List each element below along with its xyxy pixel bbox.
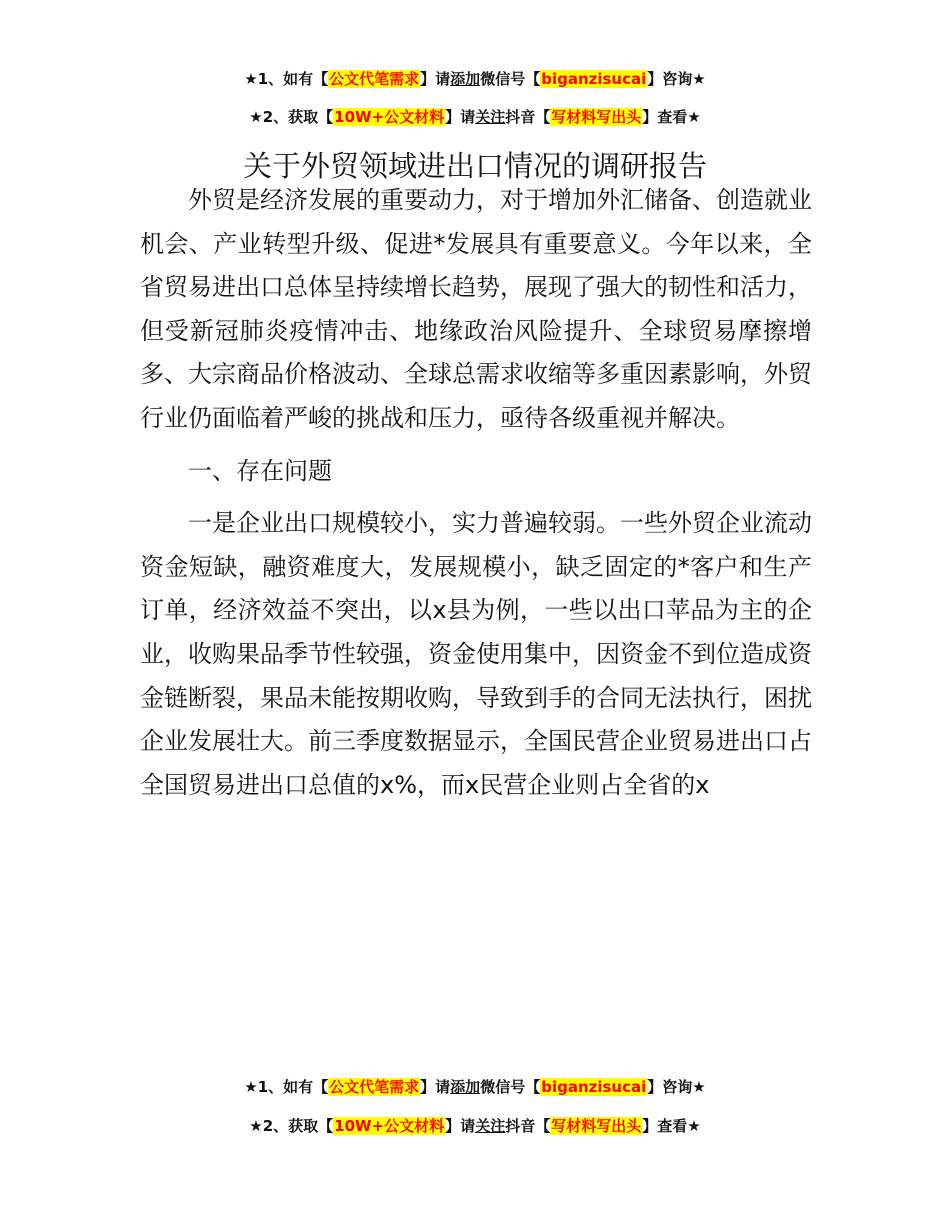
promo-highlight: 10W+公文材料 (334, 1117, 445, 1135)
promo-emphasis: 关注 (475, 108, 506, 126)
promo-text: 】咨询 (647, 1078, 693, 1096)
promo-text: 】请 (420, 70, 451, 88)
intro-paragraph: 外贸是经济发展的重要动力，对于增加外汇储备、创造就业机会、产业转型升级、促进*发展具有重要意义。今年以来，全省贸易进出口总体呈持续增长趋势，展现了强大的韧性和活力，但受新冠肺炎疫情冲击、地缘政治风险提升、全球贸易摩擦增多、大宗商品价格波动、全球总需求收缩等多重因素影响，外贸行业仍面临着严峻的挑战和压力，亟待各级重视并解决。 (140, 186, 812, 432)
wechat-id-highlight: biganzisucai (541, 1078, 647, 1096)
star-icon: ★ (244, 1078, 258, 1096)
document-body (140, 179, 812, 807)
promo-text: 1、如有【 (257, 1078, 329, 1096)
promo-highlight: 公文代笔需求 (329, 70, 420, 88)
promo-header-line-2 (0, 106, 950, 128)
promo-header-line-1 (0, 68, 950, 90)
star-icon: ★ (692, 1078, 706, 1096)
section-heading: 一、存在问题 (188, 456, 332, 485)
promo-text: 】请 (445, 108, 476, 126)
wechat-id-highlight: biganzisucai (541, 70, 647, 88)
star-icon: ★ (687, 1117, 701, 1135)
star-icon: ★ (244, 70, 258, 88)
promo-emphasis: 添加 (450, 1078, 481, 1096)
promo-text: 微信号【 (480, 1078, 541, 1096)
document-title: 关于外贸领域进出口情况的调研报告 (242, 149, 707, 183)
body-paragraph: 一是企业出口规模较小，实力普遍较弱。一些外贸企业流动资金短缺，融资难度大，发展规模小，缺乏固定的*客户和生产订单，经济效益不突出，以x县为例，一些以出口苹品为主的企业，收购果品季节性较强，资金使用集中，因资金不到位造成资金链断裂，果品未能按期收购，导致到手的合同无法执行，困扰企业发展壮大。前三季度数据显示，全国民营企业贸易进出口占全国贸易进出口总值的x%，而x民营企业则占全省的x (140, 509, 812, 799)
star-icon: ★ (692, 70, 706, 88)
promo-text: 】查看 (642, 1117, 688, 1135)
promo-text: 1、如有【 (257, 70, 329, 88)
promo-text: 】请 (420, 1078, 451, 1096)
douyin-id-highlight: 写材料写出头 (551, 108, 642, 126)
promo-text: 】查看 (642, 108, 688, 126)
promo-footer-line-2 (0, 1115, 950, 1137)
promo-highlight: 公文代笔需求 (329, 1078, 420, 1096)
promo-footer-line-1 (0, 1076, 950, 1098)
promo-text: 】咨询 (647, 70, 693, 88)
promo-text: 微信号【 (480, 70, 541, 88)
promo-highlight: 10W+公文材料 (334, 108, 445, 126)
promo-emphasis: 添加 (450, 70, 481, 88)
star-icon: ★ (249, 1117, 263, 1135)
douyin-id-highlight: 写材料写出头 (551, 1117, 642, 1135)
promo-emphasis: 关注 (475, 1117, 506, 1135)
promo-text: 抖音【 (505, 108, 551, 126)
star-icon: ★ (687, 108, 701, 126)
promo-text: 】请 (445, 1117, 476, 1135)
promo-text: 2、获取【 (262, 108, 334, 126)
promo-text: 抖音【 (505, 1117, 551, 1135)
star-icon: ★ (249, 108, 263, 126)
promo-text: 2、获取【 (262, 1117, 334, 1135)
